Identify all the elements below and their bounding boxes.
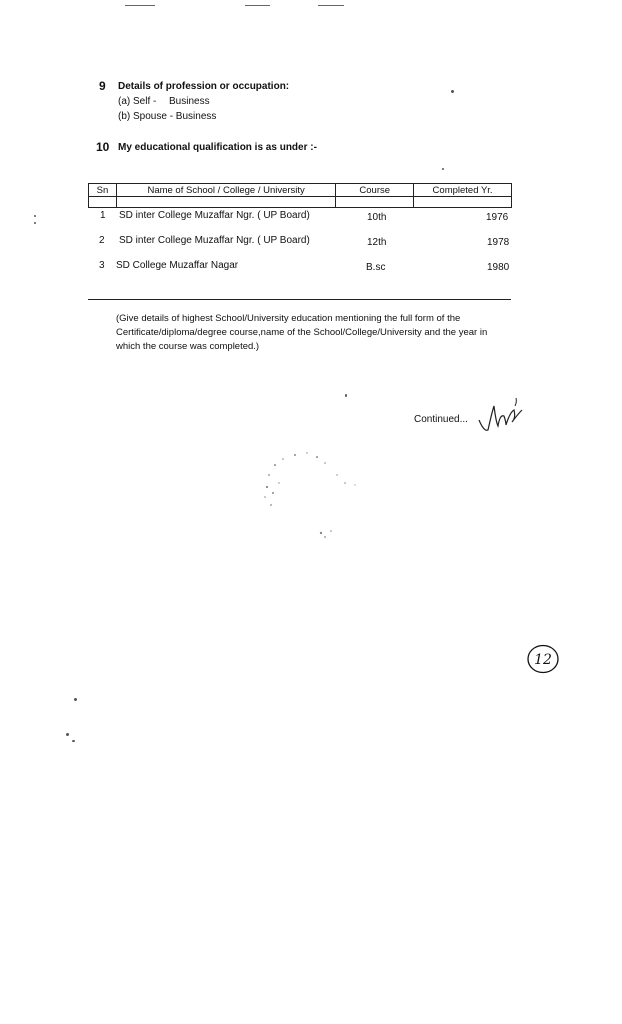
row-2-year: 1978 (487, 237, 510, 248)
page-number: 12 (534, 652, 552, 668)
faded-stamp (255, 445, 365, 545)
row-2-sn: 2 (99, 235, 105, 246)
item-9-number: 9 (99, 79, 106, 93)
row-2-name: SD inter College Muzaffar Ngr. ( UP Board) (119, 235, 310, 246)
header-sn: Sn (89, 184, 117, 197)
scan-mark (245, 5, 270, 6)
scan-speck (442, 168, 444, 170)
row-3-name: SD College Muzaffar Nagar (116, 260, 239, 271)
scan-speck (345, 394, 347, 397)
row-3-year: 1980 (487, 262, 510, 273)
row-2-course: 12th (367, 237, 387, 248)
row-1-sn: 1 (100, 210, 106, 221)
item-9-self-value: Business (169, 96, 210, 107)
header-year: Completed Yr. (414, 184, 512, 197)
scan-speck (74, 698, 77, 701)
scan-speck (34, 215, 36, 217)
header-course: Course (336, 184, 414, 197)
continued-label: Continued... (414, 414, 468, 425)
page-number-circle (526, 643, 560, 675)
item-9-self-label: (a) Self - (118, 96, 157, 107)
item-9-spouse: (b) Spouse - Business (118, 111, 217, 122)
scan-speck (34, 222, 36, 224)
row-3-sn: 3 (99, 260, 105, 271)
table-blank-row (89, 197, 512, 208)
item-9-heading: Details of profession or occupation: (118, 81, 290, 92)
education-table (88, 183, 512, 208)
header-name: Name of School / College / University (116, 184, 335, 197)
row-1-course: 10th (367, 212, 387, 223)
scan-speck (451, 90, 454, 93)
instruction-note: (Give details of highest School/University education mentioning the full form of the Certificate/diploma/degree course,name of the School/College/University and the year in which the course was completed.) (116, 313, 488, 352)
table-header-row (89, 184, 512, 197)
item-10-number: 10 (96, 140, 110, 154)
scan-speck (72, 740, 75, 742)
item-10-heading: My educational qualification is as under :- (118, 142, 317, 153)
scan-mark (125, 5, 155, 6)
row-3-course: B.sc (366, 262, 386, 273)
scan-speck (66, 733, 69, 736)
table-bottom-rule (88, 299, 511, 300)
row-1-name: SD inter College Muzaffar Ngr. ( UP Board) (119, 210, 310, 221)
row-1-year: 1976 (486, 212, 509, 223)
handwritten-initials (476, 392, 526, 437)
scan-mark (318, 5, 344, 6)
